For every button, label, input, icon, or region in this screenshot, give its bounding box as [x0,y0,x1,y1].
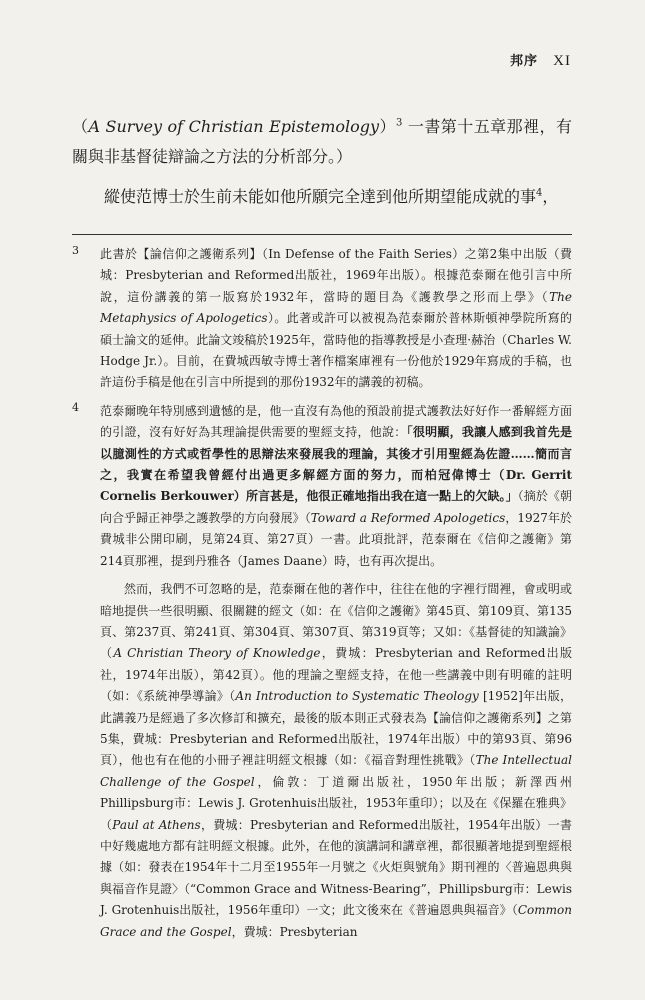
footnote-4-text-a: 范泰爾晚年特別感到遺憾的是，他一直沒有為他的預設前提式護教法好好作一番解經方面的引證，沒有好好為其理論提供需要的聖經支持，他說： [100,403,572,440]
main-text [72,112,572,212]
footnote-ref-3[interactable]: 3 [395,117,403,129]
running-head [510,50,571,70]
footnote-4b-text-d: ，倫敦：丁道爾出版社，1950年出版；新澤西州Phillipsburg市：Lewis J. Grotenhuis出版社，1953年重印）；以及在《保羅在雅典》（ [100,774,572,832]
footnote-divider [72,234,572,235]
paragraph-1: （A Survey of Christian Epistemology）$^3$ 一書第十五章那裡，有關與非基督徒辯論之方法的分析部分。） [72,117,572,166]
footnote-4-text-b: （摘於《朝向合乎歸正神學之護教學的方向發展》（ [100,489,572,525]
running-head-section: 邦序 [510,54,539,69]
paren-open: （ [72,117,89,136]
footnote-4b-text-e: ，費城：Presbyterian and Reformed出版社，1954年出版）一書中好幾處地方都有註明經文根據。此外，在他的演講詞和講章裡，都很顯著地提到聖經根據（如：發表在1954年十二月至1955年一月號之《火炬與號角》期刊裡的〈普遍恩典與與福音作見證〉（“Common Grace and Witness-Bearing”，Phillipsburg市：Lewis J. Grotenhuis出版社，1956年重印）一文；此文後來在《普遍恩典與福音》（ [100,817,572,918]
footnote-3-title: The Metaphysics of Apologetics [100,289,572,326]
footnote-4b-title-2: An Introduction to Systematic Theology [235,689,479,704]
footnote-3 [72,244,572,394]
paragraph-2-text: 縱使范博士於生前未能如他所願完全達到他所期望能成就的事 [104,187,537,206]
footnote-number: 4 [72,400,79,414]
footnote-4b-text-b: ，費城：Presbyterian and Reformed出版社，1974年出版），第42頁）。他的理論之聖經支持，在他一些講義中則有明確的註明（如：《系統神學導論》（ [100,646,572,704]
footnote-4b-title-4: Paul at Athens [112,817,201,832]
footnote-4b-text-f: ，費城：Presbyterian [231,924,358,939]
book-title-survey: A Survey of Christian Epistemology [88,117,380,136]
footnote-number: 3 [72,244,79,257]
footnote-3-text-a: 此書於【論信仰之護衛系列】（In Defense of the Faith Series）之第2集中出版（費城：Presbyterian and Reformed出版社，1969年出版）。根據范泰爾在他引言中所說，這份講義的第一版寫於1932年，當時的題目為《護教學之形而上學》（ [100,247,572,304]
footnotes [72,244,572,943]
paragraph-2-end: ， [542,187,559,206]
footnote-4b-title-1: A Christian Theory of Knowledge [113,646,321,661]
paragraph-1-text: 一書第十五章那裡，有關與非基督徒辯論之方法的分析部分。） [72,117,572,166]
paragraph-2 [72,182,572,212]
footnote-4 [72,401,572,572]
footnote-4b-text-a: 然而，我們不可忽略的是，范泰爾在他的著作中，往往在他的字裡行間裡，會或明或暗地提供一些很明顯、很關鍵的經文（如：在《信仰之護衛》第45頁、第109頁、第135頁、第237頁、第241頁、第304頁、第307頁、第319頁等；又如：《基督徒的知識論》（ [100,582,572,661]
footnote-ref-4[interactable]: 4 [536,187,543,199]
footnote-4-continued [72,579,572,943]
footnote-4b-text-c: [1952]年出版，此講義乃是經過了多次修訂和擴充，最後的版本則正式發表為【論信仰之護衛系列】之第5集，費城：Presbyterian and Reformed出版社，1974年出版）中的第93頁、第96頁），他也有在他的小冊子裡註明經文根據（如：《福音對理性挑戰》（ [100,689,572,768]
footnote-4-quote: 「很明顯，我讓人感到我首先是以臆測性的方式或哲學性的思辯法來發展我的理論，其後才引用聖經為佐證……簡而言之，我實在希望我曾經付出過更多解經方面的努力，而柏冠偉博士（Dr. Gerrit Cornelis Berkouwer）所言甚是，他很正確地指出我在這一點上的欠缺。」 [100,425,572,504]
page-number: XI [553,53,571,69]
footnote-3-text-b: ）。此著或許可以被視為范泰爾於普林斯頓神學院所寫的碩士論文的延伸。此論文竣稿於1925年，當時他的指導教授是小查理·赫治（Charles W. Hodge Jr.）。目前，在費城西敏寺博士著作檔案庫裡有一份他於1929年寫成的手稿，也許這份手稿是他在引言中所提到的那份1932年的講義的初稿。 [100,311,572,390]
footnote-4-text-c: ，1927年於費城非公開印刷，見第24頁、第27頁）一書。此項批評，范泰爾在《信仰之護衛》第214頁那裡，提到丹雅各（James Daane）時，也有再次提出。 [100,510,572,568]
footnote-4-title: Toward a Reformed Apologetics [310,510,506,525]
footnote-4b-title-5: Common Grace and the Gospel [100,903,572,939]
footnote-4b-title-3: The Intellectual Challenge of the Gospel [100,753,572,789]
